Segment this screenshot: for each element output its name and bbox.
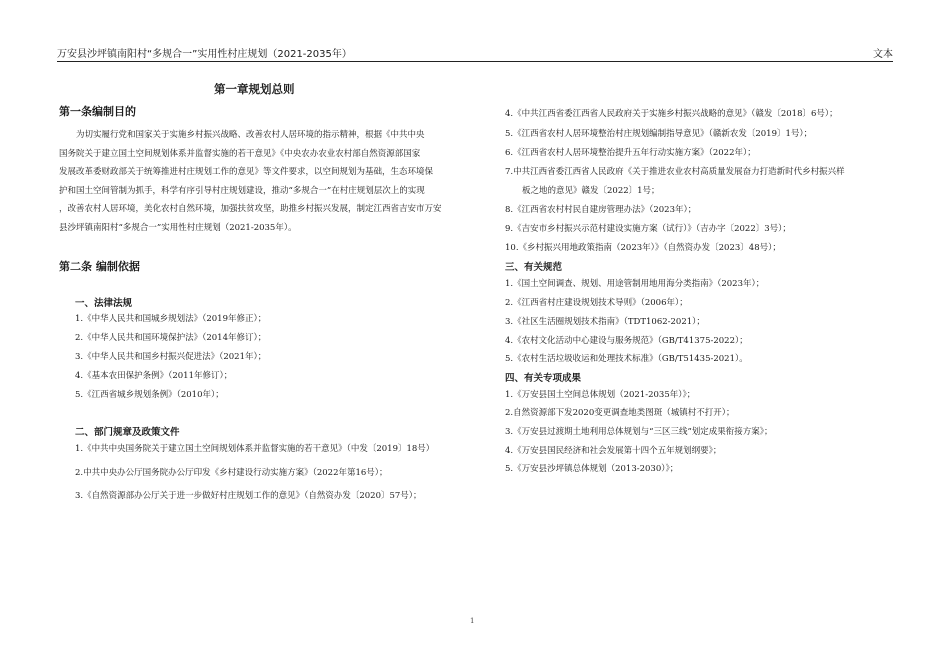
list-item: 3.《自然资源部办公厅关于进一步做好村庄规划工作的意见》（自然资办发〔2020〕57号）； (75, 491, 422, 501)
list-item: 4.《中共江西省委江西省人民政府关于实施乡村振兴战略的意见》（赣发〔2018〕6号）； (505, 109, 838, 119)
list-item: 1.《国土空间调查、规划、用途管制用地用海分类指南》（2023年）； (505, 279, 765, 289)
paragraph-line: 县沙坪镇南阳村“多规合一”实用性村庄规划（2021-2035年）。 (59, 222, 297, 233)
list-item: 1.《中华人民共和国城乡规划法》（2019年修正）； (75, 314, 267, 324)
laws-heading: 一、法律法规 (75, 298, 133, 309)
list-item: 10.《乡村振兴用地政策指南（2023年）》（自然资办发〔2023〕48号）； (505, 243, 781, 253)
list-item: 3.《社区生活圈规划技术指南》（TDT1062-2021）； (505, 317, 705, 327)
document-type-label: 文本 (873, 49, 893, 60)
list-item: 5.《万安县沙坪镇总体规划（2013-2030）》； (505, 464, 679, 474)
list-item: 5.《农村生活垃圾收运和处理技术标准》（GB/T51435-2021）。 (505, 354, 748, 364)
list-item: 3.《中华人民共和国乡村振兴促进法》（2021年）； (75, 352, 267, 362)
paragraph-line: 护和国土空间管制为抓手，科学有序引导村庄规划建设，推动“多规合一”在村庄规划层次上的实现 (59, 185, 425, 196)
list-item-continuation: 板之地的意见》赣发〔2022〕1号； (522, 186, 660, 196)
list-item: 4.《基本农田保护条例》（2011年修订）； (75, 371, 233, 381)
article1-paragraph (59, 126, 459, 237)
list-item: 6.《江西省农村人居环境整治提升五年行动实施方案》（2022年）； (505, 148, 756, 158)
list-item: 3.《万安县过渡期土地利用总体规划与“三区三线”划定成果衔接方案》； (505, 427, 773, 437)
list-item: 2.中共中央办公厅国务院办公厅印发《乡村建设行动实施方案》（2022年第16号）； (75, 468, 388, 478)
list-item: 1.《万安县国土空间总体规划（2021-2035年）》； (505, 390, 696, 400)
document-title: 万安县沙坪镇南阳村“多规合一”实用性村庄规划（2021-2035年） (57, 49, 352, 60)
paragraph-line: 国务院关于建立国土空间规划体系并监督实施的若干意见》《中央农办农业农村部自然资源部国家 (59, 148, 421, 159)
list-item: 1.《中共中央国务院关于建立国土空间规划体系并监督实施的若干意见》（中发〔2019〕18号） (75, 444, 435, 454)
plans-heading: 四、有关专项成果 (505, 373, 582, 384)
page-header (57, 43, 893, 62)
page-number: 1 (470, 617, 475, 625)
list-item: 4.《万安县国民经济和社会发展第十四个五年规划纲要》； (505, 446, 722, 456)
chapter-title: 第一章规划总则 (214, 82, 295, 96)
list-item: 8.《江西省农村村民自建房管理办法》（2023年）； (505, 205, 697, 215)
paragraph-line: 发展改革委财政部关于统筹推进村庄规划工作的意见》等文件要求，以空间规划为基础，生态环境保 (59, 167, 434, 177)
list-item: 9.《吉安市乡村振兴示范村建设实施方案（试行）》（吉办字〔2022〕3号）； (505, 224, 791, 234)
list-item: 4.《农村文化活动中心建设与服务规范》（GB/T41375-2022）； (505, 336, 748, 346)
list-item: 5.《江西省城乡规划条例》（2010年）； (75, 390, 224, 400)
article1-heading: 第一条编制目的 (59, 105, 136, 118)
paragraph-line: 为切实履行党和国家关于实施乡村振兴战略、改善农村人居环境的指示精神，根据《中共中央 (76, 130, 425, 140)
list-item: 2.《中华人民共和国环境保护法》（2014年修订）； (75, 333, 267, 343)
list-item: 5.《江西省农村人居环境整治村庄规划编制指导意见》（赣新农发〔2019〕1号）； (505, 129, 813, 139)
article2-heading: 第二条 编制依据 (59, 260, 140, 273)
list-item: 2.《江西省村庄建设规划技术导则》（2006年）； (505, 298, 688, 308)
policies-heading: 二、部门规章及政策文件 (75, 427, 180, 438)
list-item: 7.中共江西省委江西省人民政府《关于推进农业农村高质量发展奋力打造新时代乡村振兴样 (505, 167, 845, 177)
list-item: 2.自然资源部下发2020变更调查地类图斑（城镇村不打开）； (505, 408, 735, 418)
standards-heading: 三、有关规范 (505, 262, 563, 273)
paragraph-line: ，改善农村人居环境，美化农村自然环境，加强扶贫攻坚，助推乡村振兴发展，制定江西省吉安市万安 (59, 204, 442, 214)
